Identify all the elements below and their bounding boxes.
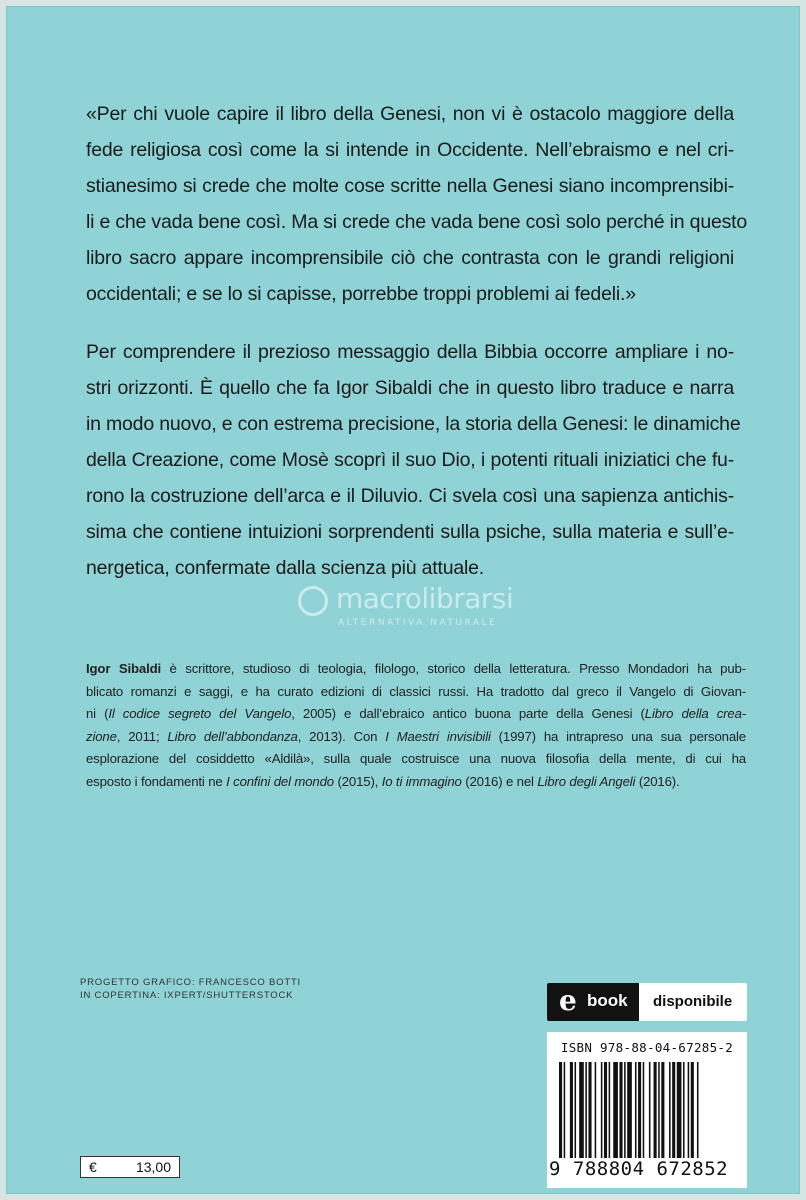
barcode-stripe: [672, 1062, 675, 1158]
quote-line: libro sacro appare incomprensibile ciò che contrasta con le grandi religioni: [86, 247, 734, 269]
price-value: 13,00: [135, 1159, 171, 1175]
bio-text: (2016) e nel: [461, 773, 538, 789]
bio-line: [86, 658, 746, 681]
barcode-stripe: [585, 1062, 587, 1158]
barcode-stripe: [613, 1062, 618, 1158]
ebook-logo: [547, 983, 639, 1021]
barcode-stripe: [588, 1062, 591, 1158]
book-title: Io ti immagino: [381, 773, 462, 789]
barcode-stripe: [658, 1062, 660, 1158]
currency-symbol: €: [89, 1159, 97, 1175]
ebook-available-label: disponibile: [653, 993, 733, 1010]
bio-text: ni (: [86, 706, 109, 721]
watermark: [298, 578, 568, 638]
barcode-stripe: [564, 1062, 566, 1158]
barcode-stripe: [669, 1062, 671, 1158]
credit-cover: IN COPERTINA: IXPERT/SHUTTERSTOCK: [80, 990, 294, 1001]
barcode-stripe: [697, 1062, 699, 1158]
barcode-box: [547, 1032, 747, 1188]
barcode-stripe: [619, 1062, 622, 1158]
intro-line: della Creazione, come Mosè scoprì il suo Dio, i potenti rituali iniziatici che fu-: [86, 449, 734, 471]
bio-line: esplorazione del cosiddetto «Aldilà», sulla quale costruisce una nuova filosofia della mente, di cui ha: [86, 751, 746, 766]
author-bio: [86, 658, 746, 793]
barcode-stripe: [570, 1062, 573, 1158]
watermark-text: macrolibrarsi: [336, 582, 514, 615]
barcode-stripe: [575, 1062, 577, 1158]
barcode-icon: [559, 1062, 745, 1158]
quote-line: stianesimo si crede che molte cose scritte nella Genesi siano incomprensibi-: [86, 175, 734, 197]
book-title: Libro della crea-: [644, 706, 746, 721]
bio-text: è scrittore, studioso di teologia, filologo, storico della letteratura. Presso Mondadori ha pub-: [161, 661, 746, 676]
credits: [80, 976, 301, 1002]
intro-line: rono la costruzione dell’arca e il Diluvio. Ci svela così una sapienza antichis-: [86, 485, 734, 507]
barcode-stripe: [643, 1062, 645, 1158]
barcode-stripe: [635, 1062, 637, 1158]
quote-line: fede religiosa così come la si intende in Occidente. Nell’ebraismo e nel cri-: [86, 139, 734, 161]
quote-line: li e che vada bene così. Ma si crede che vada bene così solo perché in questo: [86, 211, 748, 233]
leaf-circle-icon: [298, 586, 328, 616]
watermark-subtitle: ALTERNATIVA NATURALE: [338, 618, 498, 628]
ebook-book-label: book: [587, 991, 628, 1010]
barcode-stripe: [649, 1062, 651, 1158]
barcode-digits: 9 788804 672852: [549, 1158, 729, 1180]
barcode-stripe: [579, 1062, 584, 1158]
bio-line: blicato romanzi e saggi, e ha curato edizioni di classici russi. Ha tradotto dal greco il Vangelo di Giovan-: [86, 683, 746, 699]
book-title: I Maestri invisibili: [385, 728, 491, 744]
book-title: Il codice segreto del Vangelo: [108, 706, 292, 721]
intro-paragraph: [86, 334, 741, 586]
intro-line: Per comprendere il prezioso messaggio della Bibbia occorre ampliare i no-: [86, 341, 734, 363]
bio-text: esposto i fondamenti ne: [86, 773, 227, 789]
barcode-stripe: [683, 1062, 685, 1158]
barcode-stripe: [638, 1062, 641, 1158]
barcode-stripe: [601, 1062, 603, 1158]
bio-line: [86, 771, 746, 794]
bio-text: , 2005) e dall’ebraico antico buona parte della Genesi (: [291, 706, 645, 721]
credit-design: PROGETTO GRAFICO: FRANCESCO BOTTI: [80, 977, 301, 988]
barcode-stripe: [624, 1062, 626, 1158]
intro-line: nergetica, confermate dalla scienza più attuale.: [86, 557, 484, 579]
bio-line: [86, 703, 746, 726]
barcode-stripe: [691, 1062, 694, 1158]
bio-text: (1997) ha intrapreso una sua personale: [490, 728, 746, 744]
bio-text: (2015),: [333, 773, 382, 789]
barcode-stripe: [677, 1062, 682, 1158]
price-tag: [80, 1156, 180, 1178]
barcode-stripe: [609, 1062, 611, 1158]
isbn-text: ISBN 978-88-04-67285-2: [560, 1040, 734, 1055]
barcode-stripe: [654, 1062, 657, 1158]
barcode-stripe: [595, 1062, 597, 1158]
author-name: Igor Sibaldi: [86, 661, 162, 676]
book-title: I confini del mondo: [226, 773, 334, 789]
barcode-stripe: [688, 1062, 690, 1158]
bio-text: , 2013). Con: [297, 728, 386, 744]
book-title: Libro dell’abbondanza: [167, 728, 298, 744]
intro-line: sima che contiene intuizioni sorprendenti sulla psiche, sulla materia e sull’e-: [86, 521, 734, 543]
barcode-stripe: [627, 1062, 632, 1158]
barcode-stripe: [559, 1062, 562, 1158]
bio-text: (2016).: [635, 773, 680, 789]
back-cover: [6, 6, 800, 1194]
bio-line: [86, 726, 746, 749]
quote-line: occidentali; e se lo si capisse, porrebbe troppi problemi ai fedeli.»: [86, 283, 636, 305]
barcode-stripe: [604, 1062, 607, 1158]
bio-text: , 2011;: [116, 728, 168, 744]
intro-line: in modo nuovo, e con estrema precisione, la storia della Genesi: le dinamiche: [86, 413, 741, 435]
barcode-stripe: [661, 1062, 664, 1158]
book-title: zione: [86, 728, 117, 744]
ebook-badge: [547, 983, 747, 1021]
book-title: Libro degli Angeli: [537, 773, 636, 789]
quote-line: «Per chi vuole capire il libro della Genesi, non vi è ostacolo maggiore della: [86, 103, 734, 125]
quote-paragraph: [86, 96, 748, 312]
intro-line: stri orizzonti. È quello che fa Igor Sibaldi che in questo libro traduce e narra: [86, 377, 734, 399]
ebook-e-icon: e: [559, 984, 577, 1017]
